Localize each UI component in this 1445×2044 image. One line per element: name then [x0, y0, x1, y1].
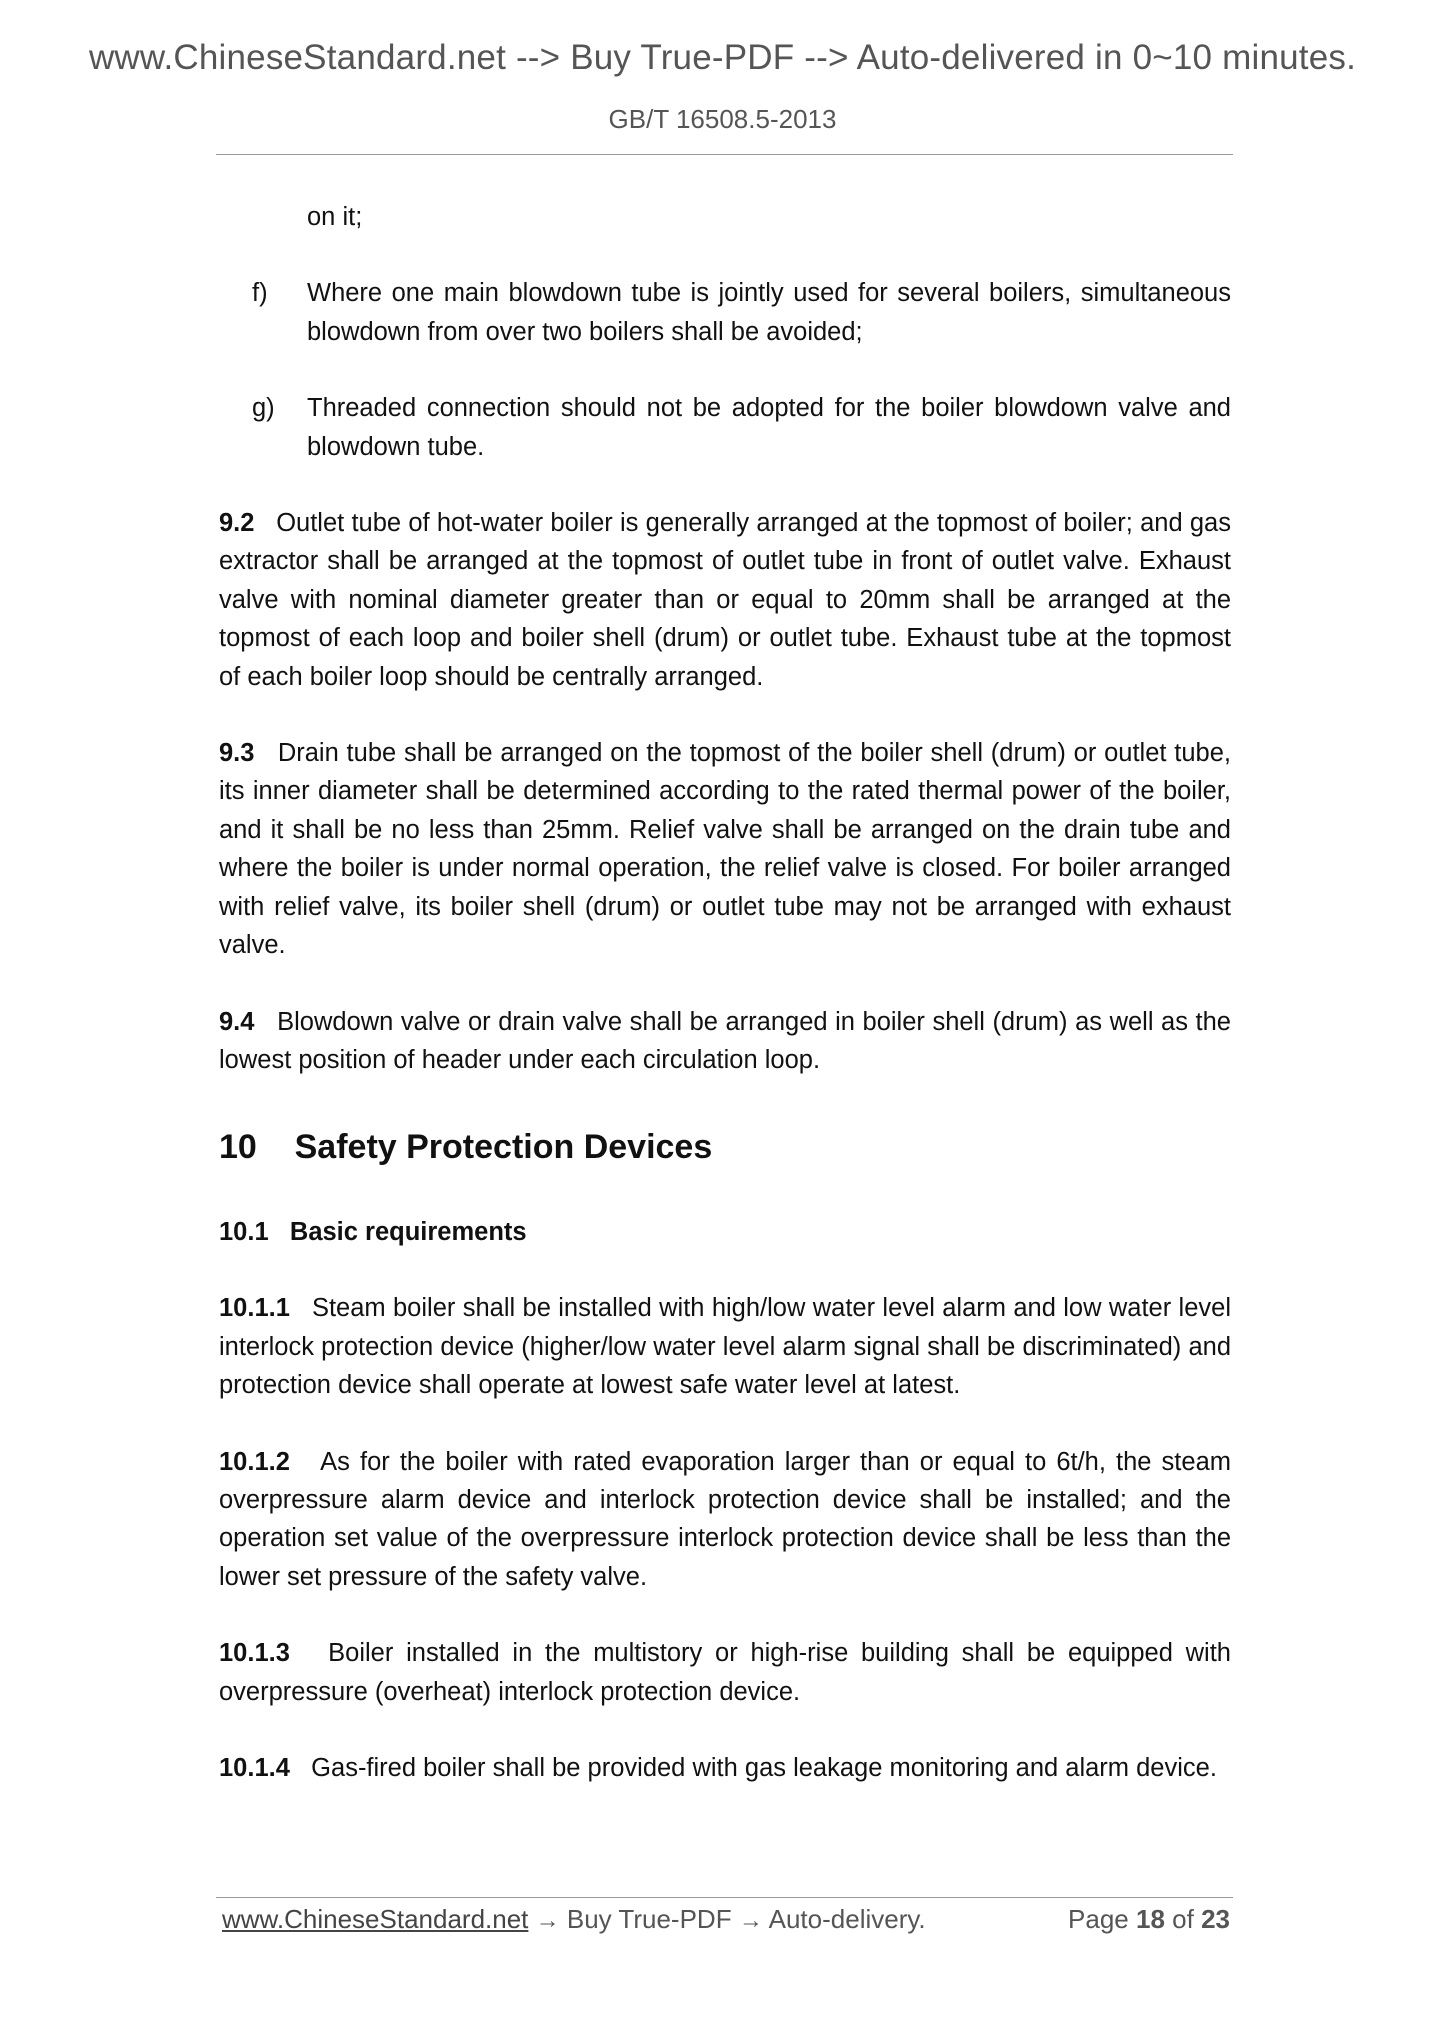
clause-number: 9.2	[219, 509, 255, 538]
clause-text: Gas-fired boiler shall be provided with gas leakage monitoring and alarm device.	[311, 1753, 1217, 1782]
page-label: Page	[1068, 1904, 1129, 1934]
of-label: of	[1172, 1904, 1194, 1934]
clause-10-1-2	[219, 1443, 1231, 1597]
list-item-g	[219, 389, 1231, 466]
page-number	[1068, 1899, 1230, 1939]
clause-9-3	[219, 734, 1231, 964]
list-item-label: g)	[252, 394, 275, 423]
clause-text: Blowdown valve or drain valve shall be arranged in boiler shell (drum) as well as the lowest position of header under each circulation loop.	[219, 1007, 1231, 1074]
clause-text: Boiler installed in the multistory or high-rise building shall be equipped with overpressure (overheat) interlock protection device.	[219, 1639, 1231, 1706]
clause-number: 10.1.3	[219, 1639, 290, 1668]
section-title: Safety Protection Devices	[294, 1128, 713, 1167]
page-total: 23	[1201, 1904, 1230, 1934]
subsection-number: 10.1	[219, 1218, 269, 1247]
clause-number: 10.1.1	[219, 1294, 290, 1323]
clause-9-2	[219, 504, 1231, 696]
list-item-text: Where one main blowdown tube is jointly used for several boilers, simultaneous blowdown from over two boilers shall be avoided;	[307, 279, 1231, 346]
section-number: 10	[219, 1128, 257, 1167]
clause-9-4	[219, 1003, 1231, 1080]
section-heading	[219, 1125, 1231, 1169]
clause-10-1-3	[219, 1634, 1231, 1711]
footer-buy-text: Buy True-PDF	[566, 1904, 732, 1934]
clause-text: As for the boiler with rated evaporation larger than or equal to 6t/h, the steam overpressure alarm device and interlock protection device shall be installed; and the operation set value of the overpressure interlock protection device shall be less than the lower set pressure of the safety valve.	[219, 1447, 1231, 1591]
footer-delivery-text: Auto-delivery.	[768, 1904, 926, 1934]
page-footer	[222, 1899, 1230, 1939]
footer-site-link[interactable]: www.ChineseStandard.net	[222, 1904, 529, 1934]
clause-number: 9.4	[219, 1007, 255, 1036]
subsection-heading	[219, 1213, 1231, 1251]
page-body	[219, 198, 1231, 1787]
clause-number: 9.3	[219, 739, 255, 768]
top-banner: www.ChineseStandard.net --> Buy True-PDF --> Auto-delivered in 0~10 minutes.	[88, 38, 1357, 77]
clause-10-1-1	[219, 1289, 1231, 1404]
list-item-f	[219, 274, 1231, 351]
clause-10-1-4	[219, 1749, 1231, 1787]
list-item-label: f)	[252, 279, 268, 308]
list-item-text: Threaded connection should not be adopted for the boiler blowdown valve and blowdown tube.	[307, 394, 1231, 461]
right-arrow-icon: →	[535, 1907, 560, 1934]
footer-divider	[216, 1897, 1233, 1898]
clause-text: Steam boiler shall be installed with high/low water level alarm and low water level interlock protection device (higher/low water level alarm signal shall be discriminated) and protection device shall operate at lowest safe water level at latest.	[219, 1294, 1231, 1400]
subsection-title: Basic requirements	[289, 1218, 527, 1247]
clause-text: Drain tube shall be arranged on the topmost of the boiler shell (drum) or outlet tube, its inner diameter shall be determined according to the rated thermal power of the boiler, and it shall be no less than 25mm. Relief valve shall be arranged on the drain tube and where the boiler is under normal operation, the relief valve is closed. For boiler arranged with relief valve, its boiler shell (drum) or outlet tube may not be arranged with exhaust valve.	[219, 739, 1231, 960]
header-divider	[216, 154, 1233, 155]
clause-number: 10.1.2	[219, 1447, 290, 1476]
footer-promo	[222, 1899, 926, 1941]
document-id: GB/T 16508.5-2013	[608, 104, 837, 134]
clause-number: 10.1.4	[219, 1753, 290, 1782]
continued-text: on it;	[307, 203, 363, 231]
right-arrow-icon: →	[738, 1907, 763, 1934]
clause-text: Outlet tube of hot-water boiler is generally arranged at the topmost of boiler; and gas extractor shall be arranged at the topmost of outlet tube in front of outlet valve. Exhaust valve with nominal diameter greater than or equal to 20mm shall be arranged at the topmost of each loop and boiler shell (drum) or outlet tube. Exhaust tube at the topmost of each boiler loop should be centrally arranged.	[219, 509, 1231, 691]
page-current: 18	[1136, 1904, 1165, 1934]
